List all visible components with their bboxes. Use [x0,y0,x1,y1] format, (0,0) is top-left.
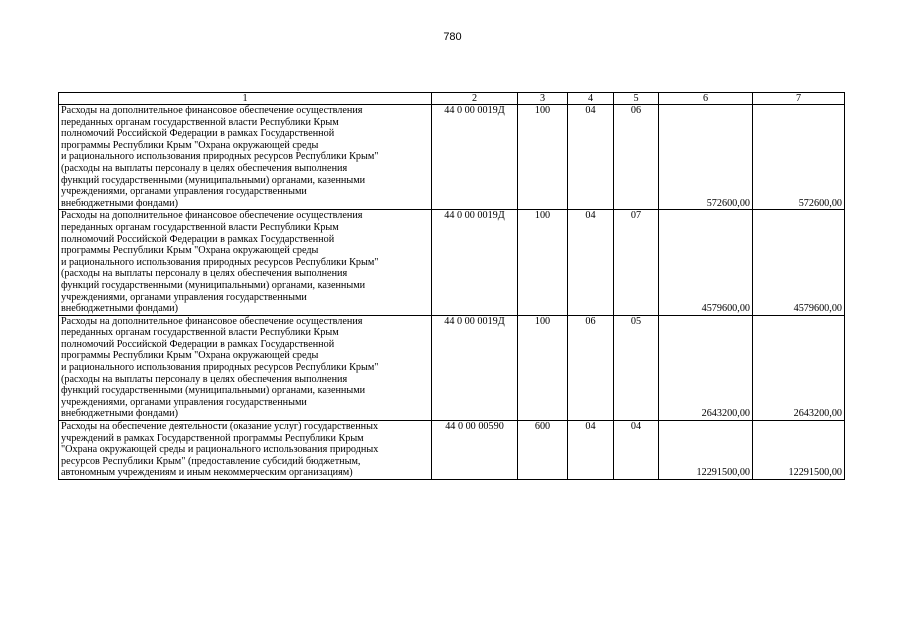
table-row [59,421,845,480]
description-line: "Охрана окружающей среды и рационального использования природных [61,444,379,456]
amount-cell: 572600,00 [753,105,845,210]
header-cell: 7 [753,93,845,105]
description-line: переданных органам государственной власти Республики Крым [61,221,339,233]
header-cell: 5 [614,93,659,105]
description-line: функций государственными (муниципальными) органами, казенными [61,279,366,291]
type-cell: 100 [518,315,568,420]
description-line: ресурсов Республики Крым" (предоставление субсидий бюджетным, [61,455,361,467]
description-cell [59,105,432,210]
section-cell: 04 [568,105,614,210]
table-row [59,105,845,210]
description-line: Расходы на дополнительное финансовое обеспечение осуществления [61,210,363,222]
type-cell: 100 [518,105,568,210]
subsection-cell: 06 [614,105,659,210]
code-cell: 44 0 00 0019Д [432,105,518,210]
table-header-row [59,93,845,105]
description-line: программы Республики Крым "Охрана окружающей среды [61,139,319,151]
amount-cell: 12291500,00 [753,421,845,480]
header-cell: 6 [659,93,753,105]
section-cell: 04 [568,421,614,480]
description-line: (расходы на выплаты персоналу в целях обеспечения выполнения [61,162,348,174]
amount-cell: 2643200,00 [753,315,845,420]
description-line: и рационального использования природных ресурсов Республики Крым" [61,256,379,268]
description-cell [59,210,432,315]
description-line: учреждениями, органами управления государственными [61,291,307,303]
amount-cell: 12291500,00 [659,421,753,480]
page-number: 780 [443,31,462,43]
description-line: (расходы на выплаты персоналу в целях обеспечения выполнения [61,268,348,280]
header-cell: 3 [518,93,568,105]
description-line: (расходы на выплаты персоналу в целях обеспечения выполнения [61,373,348,385]
description-line: учреждений в рамках Государственной программы Республики Крым [61,432,364,444]
section-cell: 04 [568,210,614,315]
description-line: учреждениями, органами управления государственными [61,396,307,408]
budget-table [58,92,845,480]
amount-cell: 4579600,00 [753,210,845,315]
header-cell: 4 [568,93,614,105]
description-line: полномочий Российской Федерации в рамках Государственной [61,233,335,245]
description-line: учреждениями, органами управления государственными [61,186,307,198]
subsection-cell: 04 [614,421,659,480]
code-cell: 44 0 00 00590 [432,421,518,480]
amount-cell: 572600,00 [659,105,753,210]
type-cell: 100 [518,210,568,315]
code-cell: 44 0 00 0019Д [432,315,518,420]
description-line: функций государственными (муниципальными) органами, казенными [61,174,366,186]
code-cell: 44 0 00 0019Д [432,210,518,315]
header-cell: 2 [432,93,518,105]
description-line: и рационального использования природных ресурсов Республики Крым" [61,151,379,163]
description-cell [59,315,432,420]
description-line: внебюджетными фондами) [61,408,179,420]
description-line: внебюджетными фондами) [61,303,179,315]
table-row [59,210,845,315]
description-line: переданных органам государственной власти Республики Крым [61,116,339,128]
description-line: переданных органам государственной власти Республики Крым [61,327,339,339]
subsection-cell: 07 [614,210,659,315]
amount-cell: 2643200,00 [659,315,753,420]
section-cell: 06 [568,315,614,420]
description-line: полномочий Российской Федерации в рамках Государственной [61,128,335,140]
description-line: Расходы на дополнительное финансовое обеспечение осуществления [61,315,363,327]
description-line: Расходы на дополнительное финансовое обеспечение осуществления [61,105,363,116]
description-line: и рационального использования природных ресурсов Республики Крым" [61,362,379,374]
subsection-cell: 05 [614,315,659,420]
description-line: Расходы на обеспечение деятельности (оказание услуг) государственных [61,421,379,433]
description-line: программы Республики Крым "Охрана окружающей среды [61,350,319,362]
header-cell: 1 [59,93,432,105]
description-line: внебюджетными фондами) [61,197,179,209]
description-line: полномочий Российской Федерации в рамках Государственной [61,338,335,350]
table-row [59,315,845,420]
description-cell [59,421,432,480]
type-cell: 600 [518,421,568,480]
description-line: автономным учреждениям и иным некоммерческим организациям) [61,467,353,479]
description-line: функций государственными (муниципальными) органами, казенными [61,385,366,397]
description-line: программы Республики Крым "Охрана окружающей среды [61,245,319,257]
amount-cell: 4579600,00 [659,210,753,315]
